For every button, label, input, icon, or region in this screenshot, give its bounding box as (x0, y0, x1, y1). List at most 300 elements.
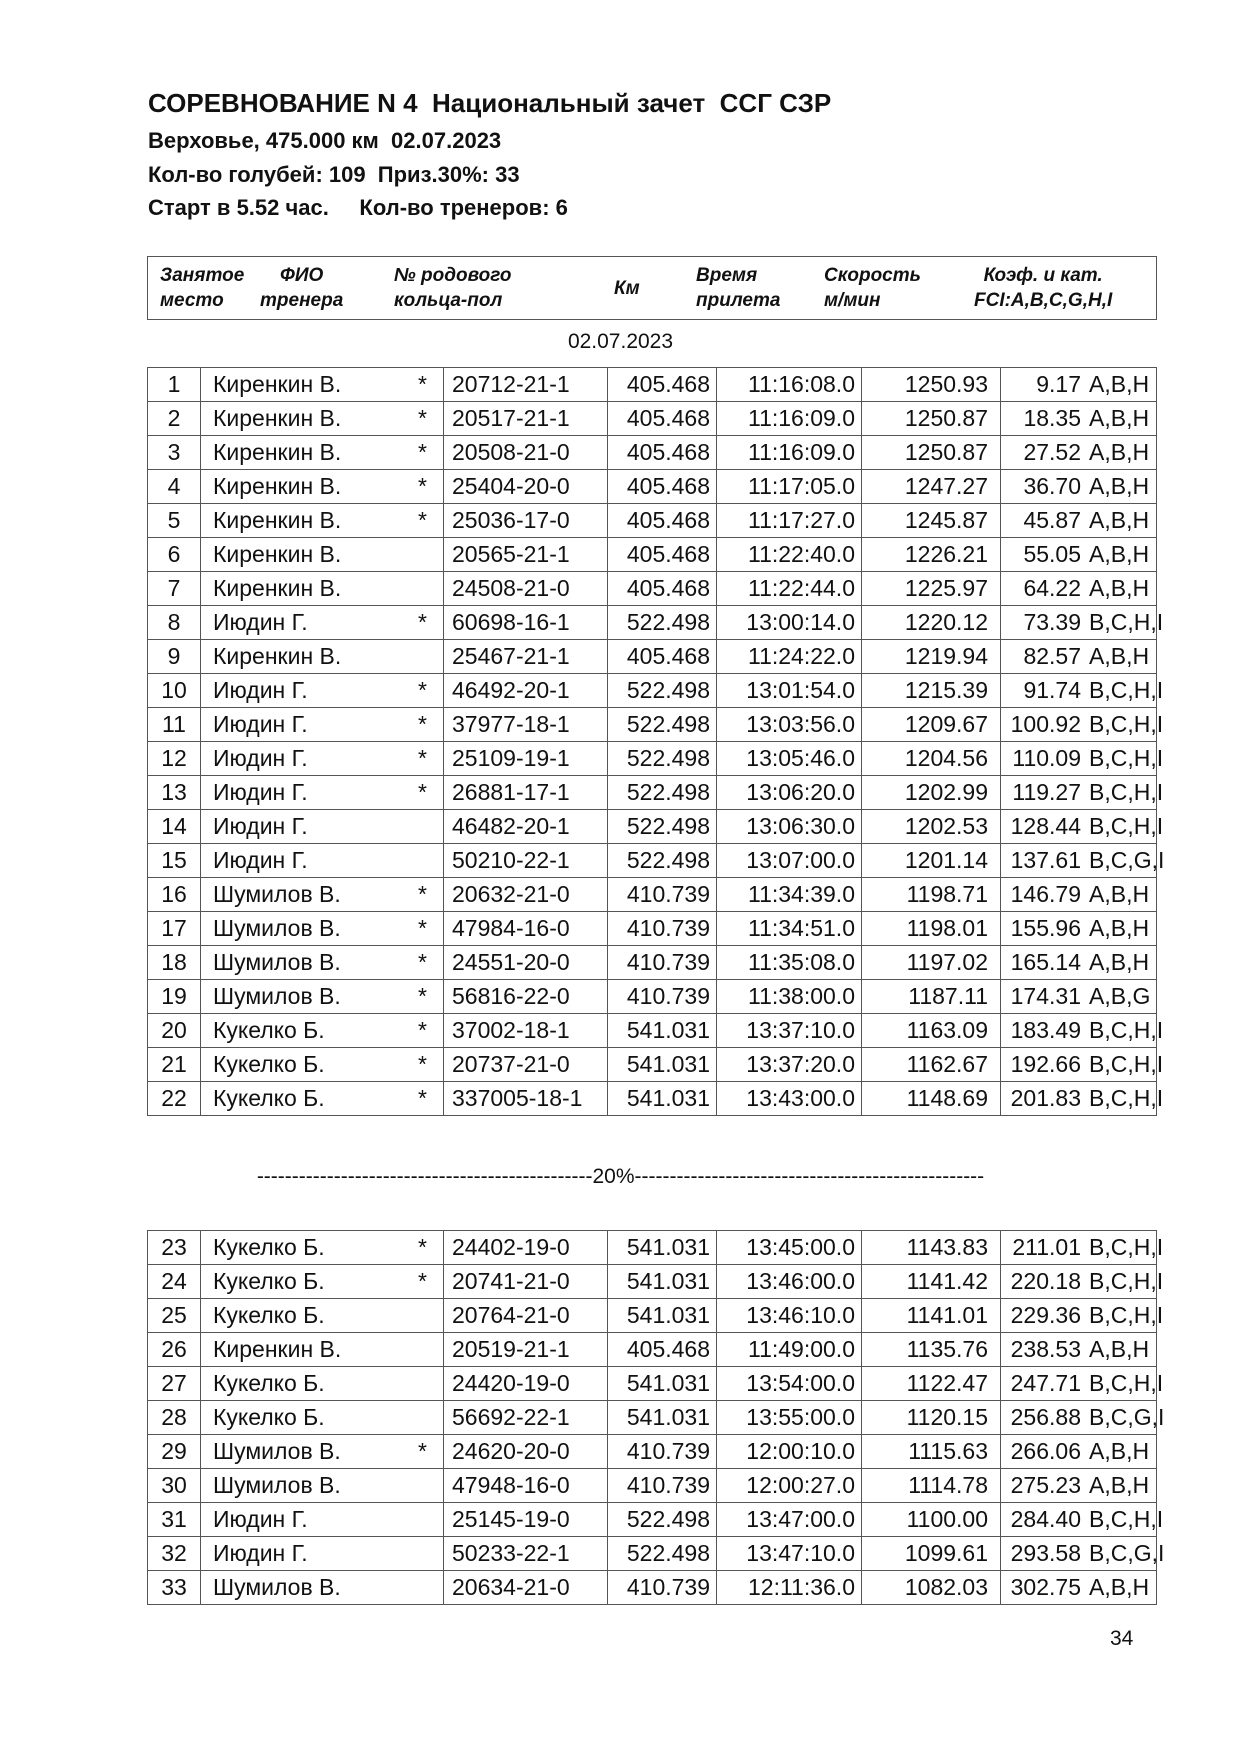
results-table-bottom (147, 1230, 1165, 1605)
percent-separator: ------------------------------------------------20%-------------------------------------------------- (256, 1165, 985, 1188)
cell-distance-km: 541.031 (608, 1231, 717, 1265)
table-row (148, 1469, 1157, 1503)
cell-speed: 1115.63 (862, 1435, 1001, 1469)
date-caption: 02.07.2023 (567, 330, 674, 353)
table-row (148, 1014, 1157, 1048)
cell-mark: * (418, 776, 444, 810)
cell-coefficient: 119.27 (1001, 776, 1082, 810)
cell-trainer-name: Киренкин В. (201, 1333, 419, 1367)
table-row (148, 640, 1157, 674)
cell-trainer-name: Июдин Г. (201, 606, 419, 640)
cell-trainer-name: Кукелко Б. (201, 1299, 419, 1333)
cell-ring-number: 20634-21-0 (444, 1571, 608, 1605)
cell-mark: * (418, 606, 444, 640)
cell-fci-category: A,B,H (1081, 1469, 1157, 1503)
cell-mark (418, 1401, 444, 1435)
cell-coefficient: 128.44 (1001, 810, 1082, 844)
table-row (148, 776, 1157, 810)
cell-arrival-time: 11:17:05.0 (717, 470, 862, 504)
table-row (148, 1231, 1157, 1265)
cell-mark (418, 1537, 444, 1571)
cell-distance-km: 410.739 (608, 1435, 717, 1469)
cell-speed: 1099.61 (862, 1537, 1001, 1571)
table-row (148, 1333, 1157, 1367)
cell-speed: 1198.01 (862, 912, 1001, 946)
cell-place: 11 (148, 708, 201, 742)
cell-distance-km: 522.498 (608, 810, 717, 844)
cell-ring-number: 24551-20-0 (444, 946, 608, 980)
cell-place: 26 (148, 1333, 201, 1367)
cell-distance-km: 522.498 (608, 674, 717, 708)
cell-distance-km: 522.498 (608, 742, 717, 776)
cell-place: 1 (148, 368, 201, 402)
cell-coefficient: 165.14 (1001, 946, 1082, 980)
cell-arrival-time: 11:16:09.0 (717, 402, 862, 436)
cell-mark: * (418, 504, 444, 538)
cell-coefficient: 45.87 (1001, 504, 1082, 538)
cell-speed: 1114.78 (862, 1469, 1001, 1503)
col-name-header: ФИО тренера (260, 265, 344, 311)
cell-coefficient: 229.36 (1001, 1299, 1082, 1333)
table-row (148, 742, 1157, 776)
cell-distance-km: 522.498 (608, 776, 717, 810)
cell-arrival-time: 13:54:00.0 (717, 1367, 862, 1401)
cell-distance-km: 541.031 (608, 1367, 717, 1401)
cell-trainer-name: Киренкин В. (201, 538, 419, 572)
cell-speed: 1197.02 (862, 946, 1001, 980)
cell-coefficient: 211.01 (1001, 1231, 1082, 1265)
cell-trainer-name: Кукелко Б. (201, 1048, 419, 1082)
cell-fci-category: A,B,H (1081, 946, 1157, 980)
cell-distance-km: 410.739 (608, 912, 717, 946)
cell-mark: * (418, 708, 444, 742)
table-row (148, 1367, 1157, 1401)
col-place-header: Занятое место (160, 265, 245, 311)
cell-mark: * (418, 946, 444, 980)
cell-coefficient: 238.53 (1001, 1333, 1082, 1367)
cell-coefficient: 183.49 (1001, 1014, 1082, 1048)
cell-place: 33 (148, 1571, 201, 1605)
cell-place: 30 (148, 1469, 201, 1503)
cell-trainer-name: Киренкин В. (201, 402, 419, 436)
cell-place: 17 (148, 912, 201, 946)
cell-fci-category: B,C,H,I (1081, 1265, 1157, 1299)
col-time-header: Время прилета (696, 265, 781, 311)
cell-arrival-time: 13:37:10.0 (717, 1014, 862, 1048)
cell-arrival-time: 13:43:00.0 (717, 1082, 862, 1116)
cell-speed: 1163.09 (862, 1014, 1001, 1048)
cell-arrival-time: 12:11:36.0 (717, 1571, 862, 1605)
cell-fci-category: A,B,H (1081, 572, 1157, 606)
cell-mark: * (418, 1435, 444, 1469)
cell-distance-km: 405.468 (608, 1333, 717, 1367)
cell-trainer-name: Кукелко Б. (201, 1401, 419, 1435)
cell-trainer-name: Шумилов В. (201, 1571, 419, 1605)
cell-place: 23 (148, 1231, 201, 1265)
cell-place: 6 (148, 538, 201, 572)
table-row (148, 674, 1157, 708)
cell-trainer-name: Киренкин В. (201, 368, 419, 402)
cell-place: 9 (148, 640, 201, 674)
table-row (148, 912, 1157, 946)
cell-place: 10 (148, 674, 201, 708)
table-row (148, 538, 1157, 572)
cell-speed: 1141.42 (862, 1265, 1001, 1299)
cell-speed: 1162.67 (862, 1048, 1001, 1082)
cell-trainer-name: Шумилов В. (201, 980, 419, 1014)
cell-distance-km: 541.031 (608, 1082, 717, 1116)
cell-place: 14 (148, 810, 201, 844)
cell-ring-number: 337005-18-1 (444, 1082, 608, 1116)
cell-fci-category: B,C,H,I (1081, 1503, 1157, 1537)
cell-coefficient: 137.61 (1001, 844, 1082, 878)
cell-fci-category: A,B,H (1081, 1571, 1157, 1605)
cell-arrival-time: 13:05:46.0 (717, 742, 862, 776)
cell-mark: * (418, 1231, 444, 1265)
cell-distance-km: 405.468 (608, 368, 717, 402)
col-speed-header: Скорость м/мин (824, 265, 921, 311)
cell-speed: 1204.56 (862, 742, 1001, 776)
cell-trainer-name: Июдин Г. (201, 674, 419, 708)
cell-ring-number: 25109-19-1 (444, 742, 608, 776)
cell-ring-number: 24402-19-0 (444, 1231, 608, 1265)
col-coef-header: Коэф. и кат. FCI:A,B,C,G,H,I (974, 265, 1113, 311)
cell-coefficient: 284.40 (1001, 1503, 1082, 1537)
cell-trainer-name: Кукелко Б. (201, 1265, 419, 1299)
cell-ring-number: 60698-16-1 (444, 606, 608, 640)
cell-place: 21 (148, 1048, 201, 1082)
cell-fci-category: A,B,G (1081, 980, 1157, 1014)
table-row (148, 1503, 1157, 1537)
cell-trainer-name: Киренкин В. (201, 640, 419, 674)
cell-coefficient: 247.71 (1001, 1367, 1082, 1401)
cell-arrival-time: 13:06:20.0 (717, 776, 862, 810)
cell-place: 8 (148, 606, 201, 640)
cell-place: 16 (148, 878, 201, 912)
cell-trainer-name: Киренкин В. (201, 436, 419, 470)
cell-place: 2 (148, 402, 201, 436)
cell-place: 27 (148, 1367, 201, 1401)
cell-fci-category: B,C,G,I (1081, 1537, 1157, 1571)
cell-fci-category: A,B,H (1081, 504, 1157, 538)
race-location-distance-date: Верховье, 475.000 км 02.07.2023 (148, 128, 502, 153)
cell-mark (418, 1503, 444, 1537)
cell-fci-category: B,C,H,I (1081, 1367, 1157, 1401)
table-row (148, 402, 1157, 436)
cell-speed: 1201.14 (862, 844, 1001, 878)
cell-coefficient: 155.96 (1001, 912, 1082, 946)
cell-place: 25 (148, 1299, 201, 1333)
cell-coefficient: 110.09 (1001, 742, 1082, 776)
cell-speed: 1250.87 (862, 402, 1001, 436)
cell-arrival-time: 13:47:00.0 (717, 1503, 862, 1537)
cell-mark: * (418, 878, 444, 912)
cell-arrival-time: 11:34:39.0 (717, 878, 862, 912)
cell-speed: 1226.21 (862, 538, 1001, 572)
cell-trainer-name: Июдин Г. (201, 742, 419, 776)
cell-place: 19 (148, 980, 201, 1014)
cell-speed: 1100.00 (862, 1503, 1001, 1537)
cell-distance-km: 405.468 (608, 640, 717, 674)
table-row (148, 810, 1157, 844)
cell-distance-km: 405.468 (608, 470, 717, 504)
cell-fci-category: B,C,H,I (1081, 1014, 1157, 1048)
cell-trainer-name: Июдин Г. (201, 1537, 419, 1571)
cell-mark: * (418, 742, 444, 776)
cell-arrival-time: 12:00:10.0 (717, 1435, 862, 1469)
cell-fci-category: A,B,H (1081, 1333, 1157, 1367)
cell-coefficient: 9.17 (1001, 368, 1082, 402)
cell-ring-number: 26881-17-1 (444, 776, 608, 810)
cell-arrival-time: 11:38:00.0 (717, 980, 862, 1014)
cell-coefficient: 100.92 (1001, 708, 1082, 742)
cell-ring-number: 25404-20-0 (444, 470, 608, 504)
table-row (148, 368, 1157, 402)
cell-mark: * (418, 1014, 444, 1048)
cell-ring-number: 46492-20-1 (444, 674, 608, 708)
cell-speed: 1202.53 (862, 810, 1001, 844)
cell-speed: 1202.99 (862, 776, 1001, 810)
cell-ring-number: 46482-20-1 (444, 810, 608, 844)
cell-coefficient: 293.58 (1001, 1537, 1082, 1571)
table-row (148, 470, 1157, 504)
cell-trainer-name: Июдин Г. (201, 708, 419, 742)
cell-trainer-name: Шумилов В. (201, 946, 419, 980)
cell-distance-km: 410.739 (608, 980, 717, 1014)
cell-mark: * (418, 1265, 444, 1299)
cell-ring-number: 56692-22-1 (444, 1401, 608, 1435)
cell-fci-category: A,B,H (1081, 640, 1157, 674)
cell-distance-km: 541.031 (608, 1265, 717, 1299)
cell-trainer-name: Июдин Г. (201, 1503, 419, 1537)
cell-speed: 1120.15 (862, 1401, 1001, 1435)
cell-fci-category: A,B,H (1081, 402, 1157, 436)
cell-ring-number: 50210-22-1 (444, 844, 608, 878)
table-row (148, 606, 1157, 640)
cell-arrival-time: 13:01:54.0 (717, 674, 862, 708)
cell-speed: 1143.83 (862, 1231, 1001, 1265)
cell-speed: 1122.47 (862, 1367, 1001, 1401)
cell-speed: 1148.69 (862, 1082, 1001, 1116)
column-header-box (147, 256, 1157, 320)
cell-mark (418, 1299, 444, 1333)
cell-distance-km: 410.739 (608, 1469, 717, 1503)
cell-trainer-name: Шумилов В. (201, 912, 419, 946)
cell-trainer-name: Шумилов В. (201, 878, 419, 912)
cell-fci-category: B,C,H,I (1081, 674, 1157, 708)
cell-distance-km: 410.739 (608, 946, 717, 980)
table-row (148, 436, 1157, 470)
cell-mark: * (418, 674, 444, 708)
cell-fci-category: B,C,H,I (1081, 1299, 1157, 1333)
cell-distance-km: 405.468 (608, 538, 717, 572)
cell-mark: * (418, 402, 444, 436)
cell-trainer-name: Кукелко Б. (201, 1231, 419, 1265)
cell-distance-km: 541.031 (608, 1401, 717, 1435)
cell-fci-category: A,B,H (1081, 436, 1157, 470)
table-row (148, 1265, 1157, 1299)
cell-mark: * (418, 1048, 444, 1082)
cell-speed: 1250.93 (862, 368, 1001, 402)
cell-arrival-time: 11:22:40.0 (717, 538, 862, 572)
cell-distance-km: 541.031 (608, 1014, 717, 1048)
cell-arrival-time: 11:24:22.0 (717, 640, 862, 674)
table-row (148, 1537, 1157, 1571)
cell-trainer-name: Июдин Г. (201, 844, 419, 878)
cell-coefficient: 27.52 (1001, 436, 1082, 470)
table-row (148, 1571, 1157, 1605)
cell-ring-number: 20517-21-1 (444, 402, 608, 436)
cell-trainer-name: Кукелко Б. (201, 1367, 419, 1401)
cell-place: 3 (148, 436, 201, 470)
pigeon-count-prize-info: Кол-во голубей: 109 Приз.30%: 33 (148, 162, 520, 187)
cell-distance-km: 405.468 (608, 402, 717, 436)
cell-coefficient: 201.83 (1001, 1082, 1082, 1116)
cell-distance-km: 405.468 (608, 572, 717, 606)
cell-place: 15 (148, 844, 201, 878)
cell-mark (418, 1469, 444, 1503)
cell-distance-km: 522.498 (608, 606, 717, 640)
cell-coefficient: 220.18 (1001, 1265, 1082, 1299)
cell-coefficient: 266.06 (1001, 1435, 1082, 1469)
cell-trainer-name: Июдин Г. (201, 810, 419, 844)
cell-speed: 1187.11 (862, 980, 1001, 1014)
table-row (148, 946, 1157, 980)
cell-coefficient: 275.23 (1001, 1469, 1082, 1503)
cell-coefficient: 192.66 (1001, 1048, 1082, 1082)
cell-place: 29 (148, 1435, 201, 1469)
cell-arrival-time: 13:00:14.0 (717, 606, 862, 640)
cell-arrival-time: 12:00:27.0 (717, 1469, 862, 1503)
cell-ring-number: 20764-21-0 (444, 1299, 608, 1333)
table-row (148, 1048, 1157, 1082)
cell-mark: * (418, 368, 444, 402)
cell-fci-category: A,B,H (1081, 538, 1157, 572)
cell-coefficient: 64.22 (1001, 572, 1082, 606)
cell-mark: * (418, 980, 444, 1014)
cell-speed: 1141.01 (862, 1299, 1001, 1333)
table-row (148, 1401, 1157, 1435)
cell-distance-km: 522.498 (608, 1537, 717, 1571)
cell-fci-category: A,B,H (1081, 1435, 1157, 1469)
cell-mark (418, 640, 444, 674)
cell-fci-category: B,C,H,I (1081, 776, 1157, 810)
table-row (148, 878, 1157, 912)
cell-speed: 1135.76 (862, 1333, 1001, 1367)
cell-trainer-name: Кукелко Б. (201, 1014, 419, 1048)
cell-ring-number: 20737-21-0 (444, 1048, 608, 1082)
cell-trainer-name: Киренкин В. (201, 572, 419, 606)
cell-ring-number: 24508-21-0 (444, 572, 608, 606)
cell-coefficient: 55.05 (1001, 538, 1082, 572)
cell-ring-number: 25036-17-0 (444, 504, 608, 538)
cell-coefficient: 82.57 (1001, 640, 1082, 674)
cell-trainer-name: Киренкин В. (201, 504, 419, 538)
cell-arrival-time: 13:37:20.0 (717, 1048, 862, 1082)
cell-distance-km: 410.739 (608, 1571, 717, 1605)
cell-mark (418, 1333, 444, 1367)
cell-fci-category: A,B,H (1081, 470, 1157, 504)
results-table-top (147, 367, 1165, 1116)
cell-arrival-time: 13:07:00.0 (717, 844, 862, 878)
cell-ring-number: 56816-22-0 (444, 980, 608, 1014)
cell-trainer-name: Кукелко Б. (201, 1082, 419, 1116)
cell-speed: 1198.71 (862, 878, 1001, 912)
cell-ring-number: 25145-19-0 (444, 1503, 608, 1537)
cell-distance-km: 410.739 (608, 878, 717, 912)
cell-ring-number: 20741-21-0 (444, 1265, 608, 1299)
cell-ring-number: 47984-16-0 (444, 912, 608, 946)
table-row (148, 1082, 1157, 1116)
cell-fci-category: B,C,H,I (1081, 1231, 1157, 1265)
cell-fci-category: B,C,G,I (1081, 1401, 1157, 1435)
table-row (148, 504, 1157, 538)
table-row (148, 708, 1157, 742)
cell-trainer-name: Июдин Г. (201, 776, 419, 810)
cell-speed: 1220.12 (862, 606, 1001, 640)
cell-distance-km: 522.498 (608, 708, 717, 742)
cell-speed: 1250.87 (862, 436, 1001, 470)
cell-arrival-time: 13:46:00.0 (717, 1265, 862, 1299)
cell-speed: 1225.97 (862, 572, 1001, 606)
cell-place: 5 (148, 504, 201, 538)
table-row (148, 572, 1157, 606)
cell-coefficient: 73.39 (1001, 606, 1082, 640)
col-ring-header: № родового кольца-пол (394, 265, 512, 311)
cell-mark (418, 572, 444, 606)
cell-ring-number: 20712-21-1 (444, 368, 608, 402)
cell-arrival-time: 11:22:44.0 (717, 572, 862, 606)
cell-coefficient: 302.75 (1001, 1571, 1082, 1605)
cell-place: 18 (148, 946, 201, 980)
cell-mark (418, 1367, 444, 1401)
cell-fci-category: B,C,G,I (1081, 844, 1157, 878)
cell-mark (418, 538, 444, 572)
cell-coefficient: 174.31 (1001, 980, 1082, 1014)
cell-fci-category: A,B,H (1081, 368, 1157, 402)
cell-fci-category: A,B,H (1081, 878, 1157, 912)
cell-coefficient: 18.35 (1001, 402, 1082, 436)
cell-trainer-name: Киренкин В. (201, 470, 419, 504)
cell-place: 24 (148, 1265, 201, 1299)
cell-speed: 1247.27 (862, 470, 1001, 504)
cell-arrival-time: 13:46:10.0 (717, 1299, 862, 1333)
cell-fci-category: A,B,H (1081, 912, 1157, 946)
cell-arrival-time: 13:06:30.0 (717, 810, 862, 844)
cell-coefficient: 256.88 (1001, 1401, 1082, 1435)
cell-arrival-time: 11:49:00.0 (717, 1333, 862, 1367)
cell-place: 7 (148, 572, 201, 606)
cell-speed: 1245.87 (862, 504, 1001, 538)
table-row (148, 1435, 1157, 1469)
cell-place: 28 (148, 1401, 201, 1435)
cell-ring-number: 20508-21-0 (444, 436, 608, 470)
table-row (148, 844, 1157, 878)
cell-ring-number: 20519-21-1 (444, 1333, 608, 1367)
cell-place: 22 (148, 1082, 201, 1116)
cell-mark: * (418, 436, 444, 470)
cell-ring-number: 47948-16-0 (444, 1469, 608, 1503)
cell-place: 31 (148, 1503, 201, 1537)
cell-arrival-time: 11:17:27.0 (717, 504, 862, 538)
cell-trainer-name: Шумилов В. (201, 1469, 419, 1503)
cell-arrival-time: 11:16:08.0 (717, 368, 862, 402)
cell-place: 32 (148, 1537, 201, 1571)
col-km-header: Км (614, 278, 640, 299)
cell-arrival-time: 11:16:09.0 (717, 436, 862, 470)
cell-distance-km: 405.468 (608, 504, 717, 538)
cell-trainer-name: Шумилов В. (201, 1435, 419, 1469)
